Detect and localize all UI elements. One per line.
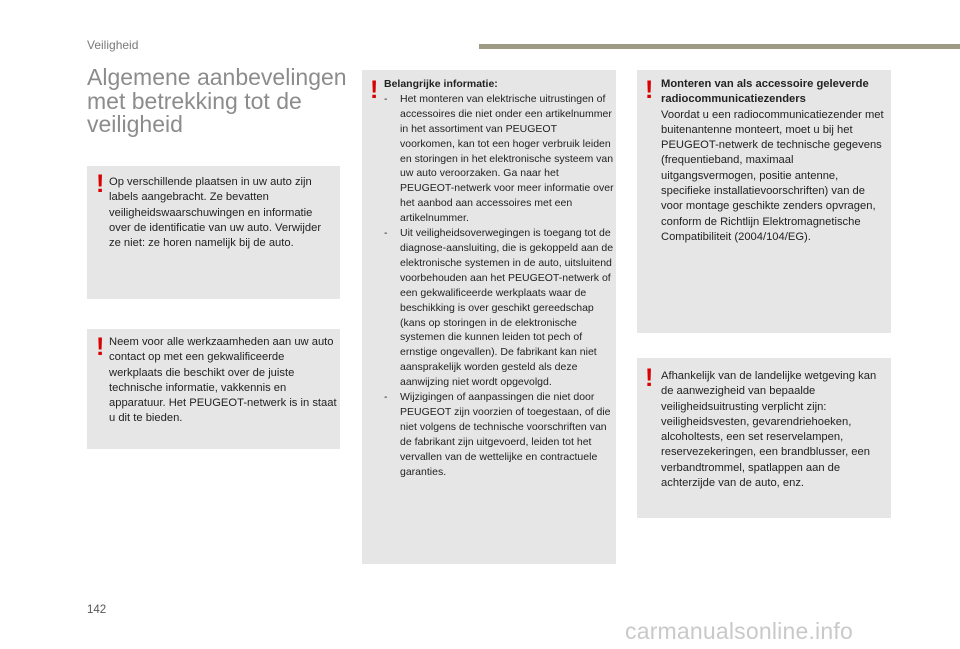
- exclamation-warning-icon: !: [96, 333, 105, 361]
- page-number: 142: [87, 604, 107, 616]
- list-item: - Wijzigingen of aanpassingen die niet door PEUGEOT zijn voorzien of toegestaan, of die niet volgens de technische voorschriften van de fabrikant zijn uitgevoerd, leiden tot het vervallen van de wettelijke en contractuele garanties.: [384, 390, 614, 479]
- info-box-text: Voordat u een radiocommunicatiezender met buitenantenne monteert, moet u bij het PEUGEOT-netwerk de technische gegevens (frequentieband, maximaal uitgangsvermogen, positie antenne, specifieke installatievoorschriften) van de voor montage geschikte zenders opvragen, conform de Richtlijn Elektromagnetische Compatibiliteit (2004/104/EG).: [661, 108, 884, 243]
- watermark: carmanualsonline.info: [625, 618, 853, 644]
- header-rule: [479, 44, 960, 49]
- info-box-labels: [87, 166, 340, 299]
- info-box-heading: Belangrijke informatie:: [384, 78, 498, 90]
- exclamation-warning-icon: !: [645, 364, 654, 392]
- exclamation-warning-icon: !: [645, 76, 654, 104]
- info-box-text: Afhankelijk van de landelijke wetgeving kan de aanwezigheid van bepaalde veiligheidsuitrusting verplicht zijn: veiligheidsvesten, gevarendriehoeken, alcoholtests, een set reservelampen, reservezekeringen, een brandblusser, een verbandtrommel, spatlappen aan de achterzijde van de auto, enz.: [661, 370, 877, 490]
- exclamation-warning-icon: !: [96, 170, 105, 198]
- info-box-text: Op verschillende plaatsen in uw auto zijn labels aangebracht. Ze bevatten veiligheidswaarschuwingen en informatie over de identificatie van uw auto. Verwijder ze niet: ze horen namelijk bij de auto.: [109, 176, 322, 250]
- info-box-workshop: [87, 329, 340, 449]
- info-box-safety-equipment: [637, 358, 891, 518]
- info-box-heading: Monteren van als accessoire geleverde radiocommunicatiezenders: [661, 78, 869, 106]
- exclamation-warning-icon: !: [370, 76, 379, 104]
- important-info-list: [384, 92, 614, 480]
- info-box-radio-transmitters: [637, 70, 891, 333]
- page-title: Algemene aanbevelingen met betrekking tot de veiligheid: [87, 64, 347, 137]
- list-item: - Uit veiligheidsoverwegingen is toegang tot de diagnose-aansluiting, die is gekoppeld aan de elektronische systemen in de auto, uitsluitend voorbehouden aan het PEUGEOT-netwerk of een gekwalificeerde werkplaats waar de beschikking is over geschikt gereedschap (kans op storingen in de elektronische systemen die kunnen leiden tot pech of ernstige ongevallen). De fabrikant kan niet aansprakelijk worden gesteld als deze aanwijzing niet wordt opgevolgd.: [384, 226, 614, 390]
- info-box-text: Neem voor alle werkzaamheden aan uw auto contact op met een gekwalificeerde werkplaats die beschikt over de juiste technische informatie, vakkennis en apparatuur. Het PEUGEOT-netwerk is in staat u dit te bieden.: [109, 336, 337, 425]
- list-item: - Het monteren van elektrische uitrustingen of accessoires die niet onder een artikelnummer in het assortiment van PEUGEOT voorkomen, kan tot een hoger verbruik leiden en storingen in het elektronische systeem van uw auto veroorzaken. Ga naar het PEUGEOT-netwerk voor meer informatie over het aanbod aan accessoires met een artikelnummer.: [384, 92, 614, 226]
- info-box-important: [362, 70, 616, 564]
- section-label: Veiligheid: [87, 38, 139, 52]
